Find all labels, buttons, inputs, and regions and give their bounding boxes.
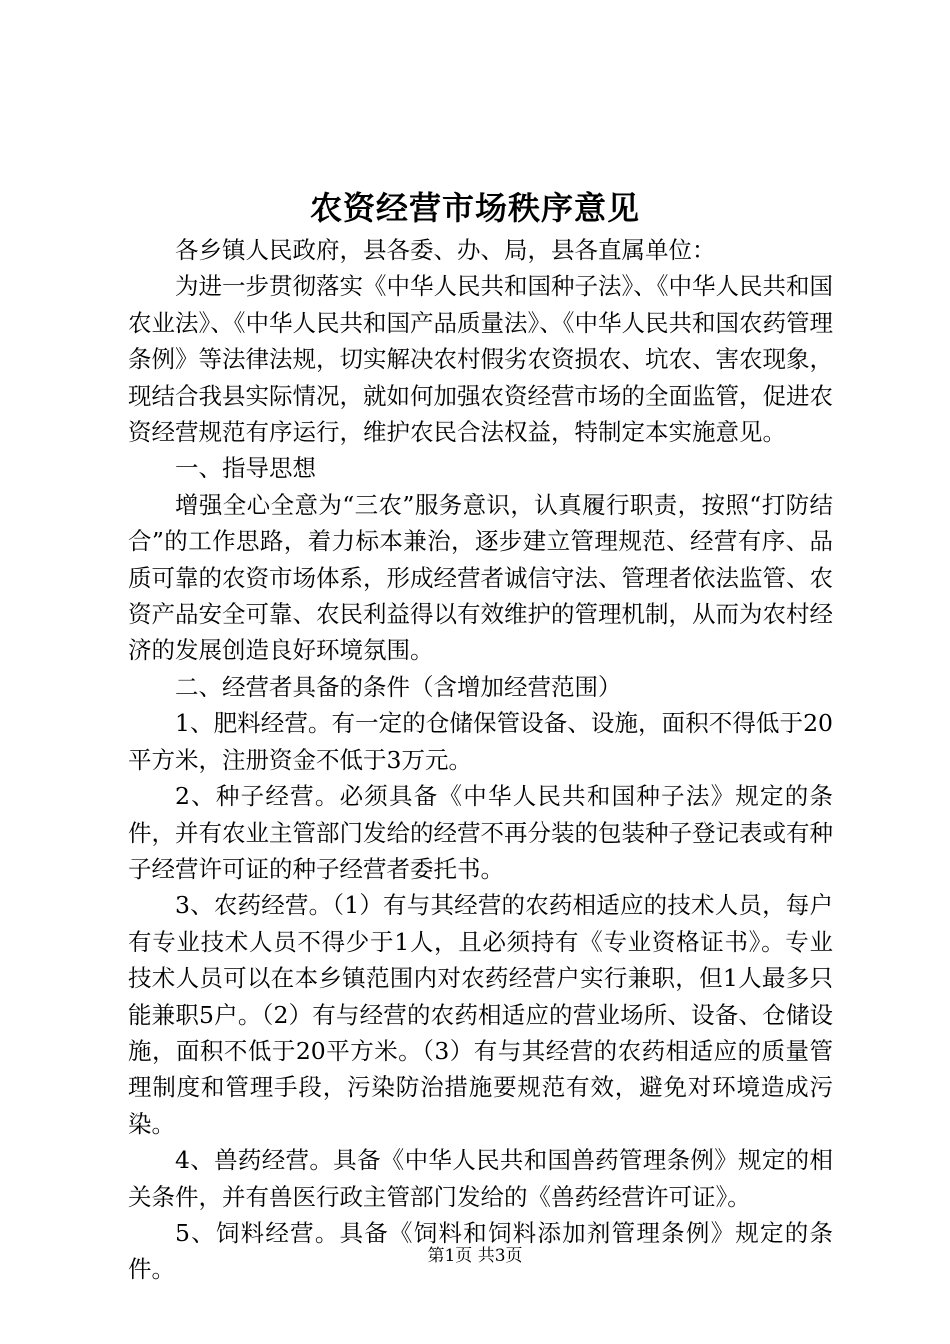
section-heading-operator-conditions: 二、经营者具备的条件（含增加经营范围）	[175, 672, 622, 701]
feed-paragraph: 5、饲料经营。具备《饲料和饲料添加剂管理条例》规定的条件。	[128, 1218, 833, 1284]
section-heading-guiding-thought: 一、指导思想	[175, 454, 316, 483]
intro-paragraph: 为进一步贯彻落实《中华人民共和国种子法》、《中华人民共和国农业法》、《中华人民共和国产品质量法》、《中华人民共和国农药管理条例》等法律法规，切实解决农村假劣农资损农、坑农、害农现象，现结合我县实际情况，就如何加强农资经营市场的全面监管，促进农资经营规范有序运行，维护农民合法权益，特制定本实施意见。	[128, 272, 833, 447]
fertilizer-paragraph: 1、肥料经营。有一定的仓储保管设备、设施，面积不得低于20平方米，注册资金不低于3万元。	[128, 709, 833, 774]
page-footer: 第1页 共3页	[427, 1246, 523, 1266]
guiding-thought-paragraph: 增强全心全意为“三农”服务意识，认真履行职责，按照“打防结合”的工作思路，着力标本兼治，逐步建立管理规范、经营有序、品质可靠的农资市场体系，形成经营者诚信守法、管理者依法监管、农资产品安全可靠、农民利益得以有效维护的管理机制，从而为农村经济的发展创造良好环境氛围。	[128, 490, 833, 665]
document-title: 农资经营市场秩序意见	[309, 189, 640, 227]
document-body	[128, 232, 833, 1288]
pesticide-paragraph: 3、农药经营。（1）有与其经营的农药相适应的技术人员，每户有专业技术人员不得少于1人，且必须持有《专业资格证书》。专业技术人员可以在本乡镇范围内对农药经营户实行兼职，但1人最多只能兼职5户。（2）有与经营的农药相适应的营业场所、设备、仓储设施，面积不低于20平方米。（3）有与其经营的农药相适应的质量管理制度和管理手段，污染防治措施要规范有效，避免对环境造成污染。	[128, 891, 833, 1138]
salutation-paragraph: 各乡镇人民政府，县各委、办、局，县各直属单位：	[175, 236, 716, 264]
seed-paragraph: 2、种子经营。必须具备《中华人民共和国种子法》规定的条件，并有农业主管部门发给的经营不再分装的包装种子登记表或有种子经营许可证的种子经营者委托书。	[128, 782, 833, 883]
veterinary-drug-paragraph: 4、兽药经营。具备《中华人民共和国兽药管理条例》规定的相关条件，并有兽医行政主管部门发给的《兽药经营许可证》。	[128, 1146, 833, 1211]
